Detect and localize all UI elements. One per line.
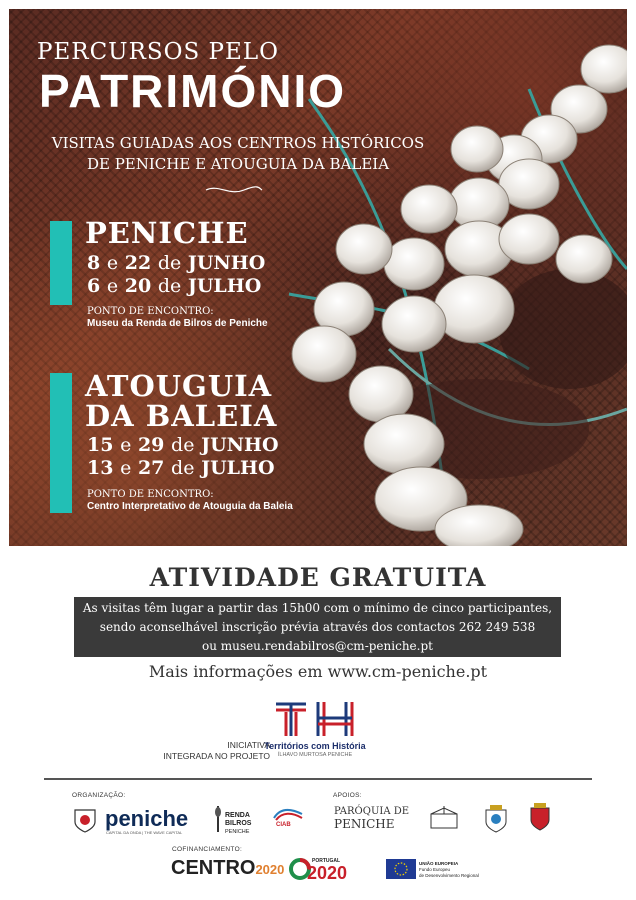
date: 27 xyxy=(137,457,165,479)
subtitle-line-2: DE PENICHE E ATOUGUIA DA BALEIA xyxy=(86,155,390,173)
centro-number: 2020 xyxy=(255,862,285,877)
title-line-2: PATRIMÓNIO xyxy=(39,65,347,117)
bobbin-icon xyxy=(211,804,225,834)
free-activity-heading: ATIVIDADE GRATUITA xyxy=(149,563,487,592)
date: 6 xyxy=(87,275,101,297)
conjunction: e xyxy=(106,252,119,274)
project-name: Territórios com História xyxy=(264,741,366,751)
peniche-meeting-label: PONTO DE ENCONTRO: xyxy=(87,306,214,317)
atouguia-title-line-1: ATOUGUIA xyxy=(85,369,273,403)
peniche-june-dates xyxy=(87,252,265,274)
flourish-ornament xyxy=(204,184,264,196)
footer-divider xyxy=(44,778,592,780)
ciab-wave-icon xyxy=(272,806,304,822)
eu-line-3: de Desenvolvimento Regional xyxy=(419,873,479,878)
info-line-2: sendo aconselhável inscrição prévia através dos contactos 262 249 538 xyxy=(99,620,536,634)
peniche-logo: peniche xyxy=(105,806,189,831)
preposition: de xyxy=(171,457,195,479)
centro-2020-logo xyxy=(171,857,284,880)
title-line-1: PERCURSOS PELO xyxy=(37,39,279,65)
atouguia-title-line-2: DA BALEIA xyxy=(85,399,278,433)
apoios-label: APOIOS: xyxy=(333,792,362,799)
subtitle-line-1: VISITAS GUIADAS AOS CENTROS HISTÓRICOS xyxy=(51,134,425,152)
month: JUNHO xyxy=(201,434,279,456)
month: JUNHO xyxy=(187,252,266,274)
cofinanciamento-label: COFINANCIAMENTO: xyxy=(172,846,243,853)
paroquia-logo xyxy=(334,806,409,830)
atouguia-june-dates xyxy=(87,434,279,456)
crest-icon xyxy=(528,802,552,834)
atouguia-meeting-place: Centro Interpretativo de Atouguia da Baleia xyxy=(87,501,293,512)
date: 15 xyxy=(87,434,114,456)
centro-word: CENTRO xyxy=(171,857,256,879)
project-label xyxy=(150,740,270,762)
ciab-logo: CIAB xyxy=(276,822,291,828)
project-label-line-2: INTEGRADA NO PROJETO xyxy=(163,751,270,761)
date: 20 xyxy=(124,275,152,297)
renda-logo-line-2: BILROS xyxy=(225,820,252,827)
conjunction: e xyxy=(120,457,132,479)
eu-line-2: Fundo Europeu xyxy=(419,867,451,872)
coat-of-arms-icon xyxy=(482,804,510,834)
peniche-accent-bar xyxy=(50,221,72,305)
preposition: de xyxy=(157,275,182,297)
date: 13 xyxy=(87,457,114,479)
peniche-municipality-crest-icon xyxy=(72,806,98,834)
peniche-title: PENICHE xyxy=(85,216,249,250)
info-line-1: As visitas têm lugar a partir das 15h00 com o mínimo de cinco participantes, xyxy=(82,601,553,615)
peniche-meeting-place: Museu da Renda de Bilros de Peniche xyxy=(87,318,268,329)
month: JULHO xyxy=(187,275,262,297)
preposition: de xyxy=(171,434,195,456)
conjunction: e xyxy=(120,434,132,456)
eu-line-1: UNIÃO EUROPEIA xyxy=(419,861,459,866)
portugal-label: PORTUGAL xyxy=(312,858,341,864)
church-icon xyxy=(427,804,461,832)
atouguia-july-dates xyxy=(87,457,275,479)
hero-banner xyxy=(9,9,627,546)
date: 29 xyxy=(137,434,165,456)
renda-bilros-logo xyxy=(225,812,251,836)
peniche-july-dates xyxy=(87,275,261,297)
project-subtitle: ÍLHAVO MURTOSA PENICHE xyxy=(277,752,353,758)
preposition: de xyxy=(157,252,182,274)
more-info-link[interactable]: Mais informações em www.cm-peniche.pt xyxy=(148,662,488,681)
portugal-2020-number: 2020 xyxy=(307,863,348,883)
renda-logo-line-1: RENDA xyxy=(225,812,250,819)
info-email[interactable]: ou museu.rendabilros@cm-peniche.pt xyxy=(202,639,433,653)
conjunction: e xyxy=(106,275,119,297)
subtitle xyxy=(43,133,433,175)
territorios-logo-icon xyxy=(272,698,358,738)
month: JULHO xyxy=(201,457,275,479)
paroquia-line-1: PARÓQUIA DE xyxy=(334,806,410,817)
date: 8 xyxy=(87,252,101,274)
peniche-logo-tagline: CAPITAL DA ONDA | THE WAVE CAPITAL xyxy=(106,830,183,835)
paroquia-line-2: PENICHE xyxy=(334,817,395,831)
renda-logo-line-3: PENICHE xyxy=(225,829,250,835)
atouguia-meeting-label: PONTO DE ENCONTRO: xyxy=(87,489,214,500)
date: 22 xyxy=(124,252,152,274)
organizacao-label: ORGANIZAÇÃO: xyxy=(72,792,126,799)
eu-label xyxy=(419,861,479,879)
atouguia-accent-bar xyxy=(50,373,72,513)
eu-flag-icon xyxy=(386,859,416,879)
info-box xyxy=(74,597,561,657)
project-label-line-1: INICIATIVA xyxy=(227,740,270,750)
